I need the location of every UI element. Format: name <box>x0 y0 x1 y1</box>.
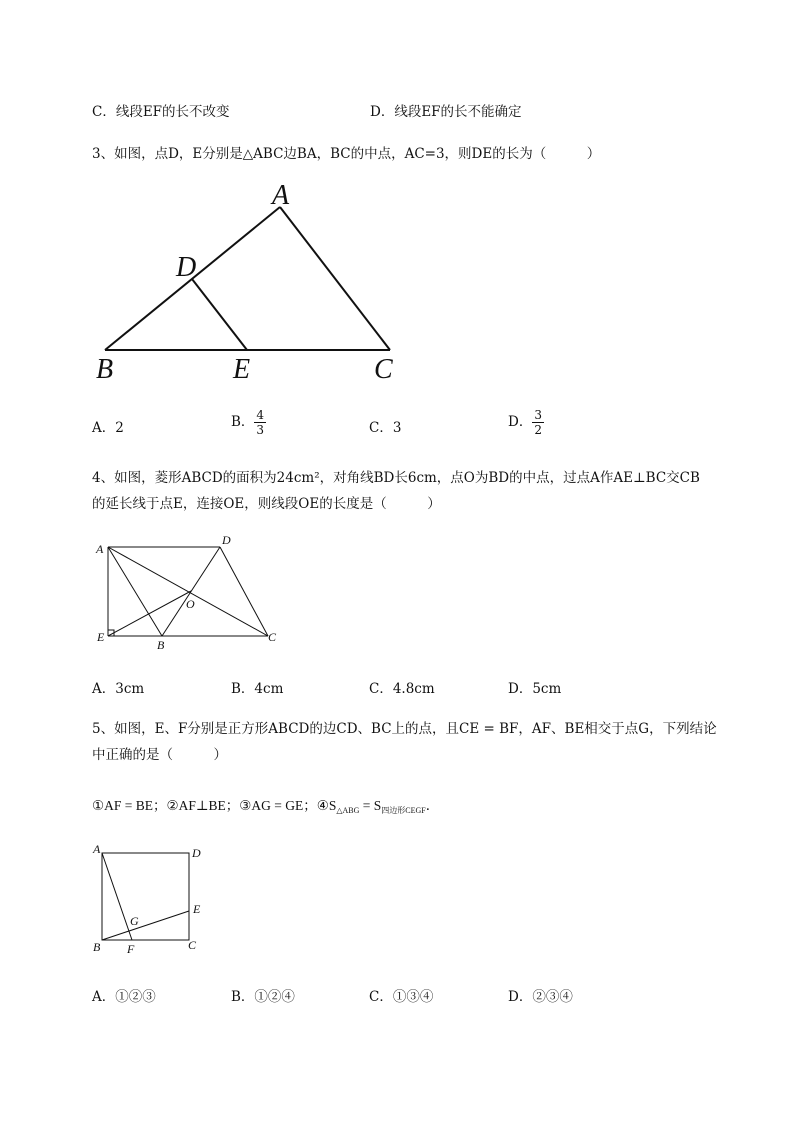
q5-option-b: B．①②④ <box>231 989 295 1005</box>
q3-option-a: A．2 <box>92 420 124 436</box>
label-e: E <box>193 902 201 916</box>
q3-option-b: B． $\frac{4}{3}$ <box>231 408 265 437</box>
q4-option-d: D．5cm <box>508 681 562 697</box>
q4-option-a: A．3cm <box>92 681 145 697</box>
q5-option-a: A．①②③ <box>92 989 156 1005</box>
q5-option-c: C．①③④ <box>369 989 434 1005</box>
q4-option-b: B．4cm <box>231 681 284 697</box>
q2-option-d: D．线段EF的长不能确定 <box>370 104 522 120</box>
q5-stem-line2: 中正确的是（ ） <box>92 747 227 763</box>
fraction: $\frac{4}{3}$ <box>256 408 265 437</box>
q4-stem-line2: 的延长线于点E，连接OE，则线段OE的长度是（ ） <box>92 496 441 512</box>
label-c: C <box>188 938 197 952</box>
label-b: B <box>96 354 114 385</box>
q2-option-c: C．线段EF的长不改变 <box>92 104 230 120</box>
label-e: E <box>97 630 105 644</box>
label-f: F <box>127 942 135 956</box>
q4-stem-line1: 4、如图，菱形ABCD的面积为24cm²，对角线BD长6cm，点O为BD的中点，过点A作AE⊥BC交CB <box>92 470 700 486</box>
label-d: D <box>176 252 197 283</box>
fraction: $\frac{3}{2}$ <box>534 408 542 437</box>
q3-option-c: C．3 <box>369 420 402 436</box>
label-b: B <box>157 638 165 652</box>
q5-stem-line1: 5、如图，E、F分别是正方形ABCD的边CD、BC上的点，且CE = BF，AF、BE相交于点G，下列结论 <box>92 721 717 737</box>
q3-option-d: D． $\frac{3}{2}$ <box>508 408 542 437</box>
q3-stem: 3、如图，点D，E分别是△ABC边BA，BC的中点，AC=3，则DE的长为（ ） <box>92 146 601 162</box>
label-o: O <box>186 597 195 611</box>
label-c: C <box>374 354 393 385</box>
label-g: G <box>130 914 139 928</box>
label-a: A <box>93 842 101 856</box>
label-a: A <box>272 180 290 211</box>
label-c: C <box>268 630 277 644</box>
label-d: D <box>192 846 201 860</box>
label-d: D <box>222 533 231 547</box>
label-b: B <box>93 940 101 954</box>
q4-option-c: C．4.8cm <box>369 681 435 697</box>
label-a: A <box>96 542 104 556</box>
q5-conclusions: ①AF = BE；②AF⊥BE；③AG = GE；$④S_{\triangle ABG} = S_{四边形CEGF}$． <box>92 798 440 815</box>
label-e: E <box>233 354 251 385</box>
q5-option-d: D．②③④ <box>508 989 573 1005</box>
